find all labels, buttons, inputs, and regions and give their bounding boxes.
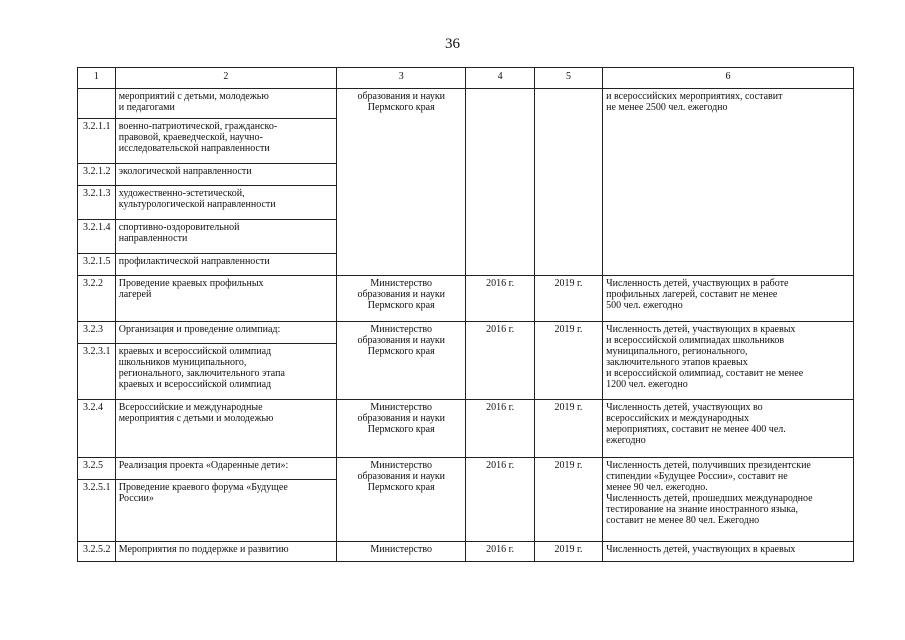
row-executor: Министерство образования и науки Пермского края [336,276,466,322]
row-start: 2016 г. [466,542,534,562]
table-row [78,322,854,344]
row-text: военно-патриотической, гражданско- правовой, краеведческой, научно- исследовательской направленности [115,119,336,164]
header-cell: 5 [534,68,602,89]
row-text: краевых и всероссийской олимпиад школьников муниципального, регионального, заключительного этапа краевых и всероссийской олимпиад [115,344,336,400]
row-executor: Министерство [336,542,466,562]
header-cell: 2 [115,68,336,89]
row-number: 3.2.5.2 [78,542,116,562]
row-number: 3.2.1.3 [78,186,116,220]
row-text: Реализация проекта «Одаренные дети»: [115,458,336,480]
row-end: 2019 г. [534,400,602,458]
row-end: 2019 г. [534,276,602,322]
row-number [78,89,116,119]
table-row [78,89,854,119]
program-table [77,67,854,562]
row-number: 3.2.1.2 [78,164,116,186]
row-number: 3.2.1.1 [78,119,116,164]
row-text: Проведение краевых профильных лагерей [115,276,336,322]
row-text: Проведение краевого форума «Будущее России» [115,480,336,542]
header-cell: 6 [603,68,854,89]
row-text: мероприятий с детьми, молодежью и педагогами [115,89,336,119]
row-end: 2019 г. [534,458,602,542]
page-number: 36 [445,36,460,52]
row-text: Организация и проведение олимпиад: [115,322,336,344]
row-number: 3.2.5 [78,458,116,480]
row-end: 2019 г. [534,322,602,400]
row-text: спортивно-оздоровительной направленности [115,220,336,254]
row-number: 3.2.1.5 [78,254,116,276]
row-text: Мероприятия по поддержке и развитию [115,542,336,562]
table-header-row [78,68,854,89]
row-result: Численность детей, участвующих в краевых и всероссийской олимпиадах школьников муниципального, регионального, заключительного этапов краевых и всероссийской олимпиад, составит не менее 1200 чел. ежегодно [603,322,854,400]
row-number: 3.2.4 [78,400,116,458]
row-result: Численность детей, участвующих в работе профильных лагерей, составит не менее 500 чел. ежегодно [603,276,854,322]
row-result: и всероссийских мероприятиях, составит не менее 2500 чел. ежегодно [603,89,854,276]
row-end: 2019 г. [534,542,602,562]
row-executor: Министерство образования и науки Пермского края [336,322,466,400]
row-start: 2016 г. [466,400,534,458]
row-result: Численность детей, участвующих в краевых [603,542,854,562]
row-text: экологической направленности [115,164,336,186]
header-cell: 1 [78,68,116,89]
row-start: 2016 г. [466,276,534,322]
row-number: 3.2.1.4 [78,220,116,254]
row-number: 3.2.2 [78,276,116,322]
table-row [78,400,854,458]
row-end [534,89,602,276]
row-text: профилактической направленности [115,254,336,276]
row-number: 3.2.5.1 [78,480,116,542]
row-executor: образования и науки Пермского края [336,89,466,276]
row-start: 2016 г. [466,322,534,400]
row-text: художественно-эстетической, культурологической направленности [115,186,336,220]
table-row [78,542,854,562]
row-executor: Министерство образования и науки Пермского края [336,458,466,542]
row-start: 2016 г. [466,458,534,542]
row-number: 3.2.3.1 [78,344,116,400]
table-row [78,276,854,322]
header-cell: 3 [336,68,466,89]
header-cell: 4 [466,68,534,89]
row-number: 3.2.3 [78,322,116,344]
table-row [78,458,854,480]
row-result: Численность детей, участвующих во всероссийских и международных мероприятиях, составит не менее 400 чел. ежегодно [603,400,854,458]
row-executor: Министерство образования и науки Пермского края [336,400,466,458]
row-result: Численность детей, получивших президентские стипендии «Будущее России», составит не менее 90 чел. ежегодно. Численность детей, прошедших международное тестирование на знание иностранного языка, составит не менее 80 чел. Ежегодно [603,458,854,542]
row-text: Всероссийские и международные мероприятия с детьми и молодежью [115,400,336,458]
row-start [466,89,534,276]
